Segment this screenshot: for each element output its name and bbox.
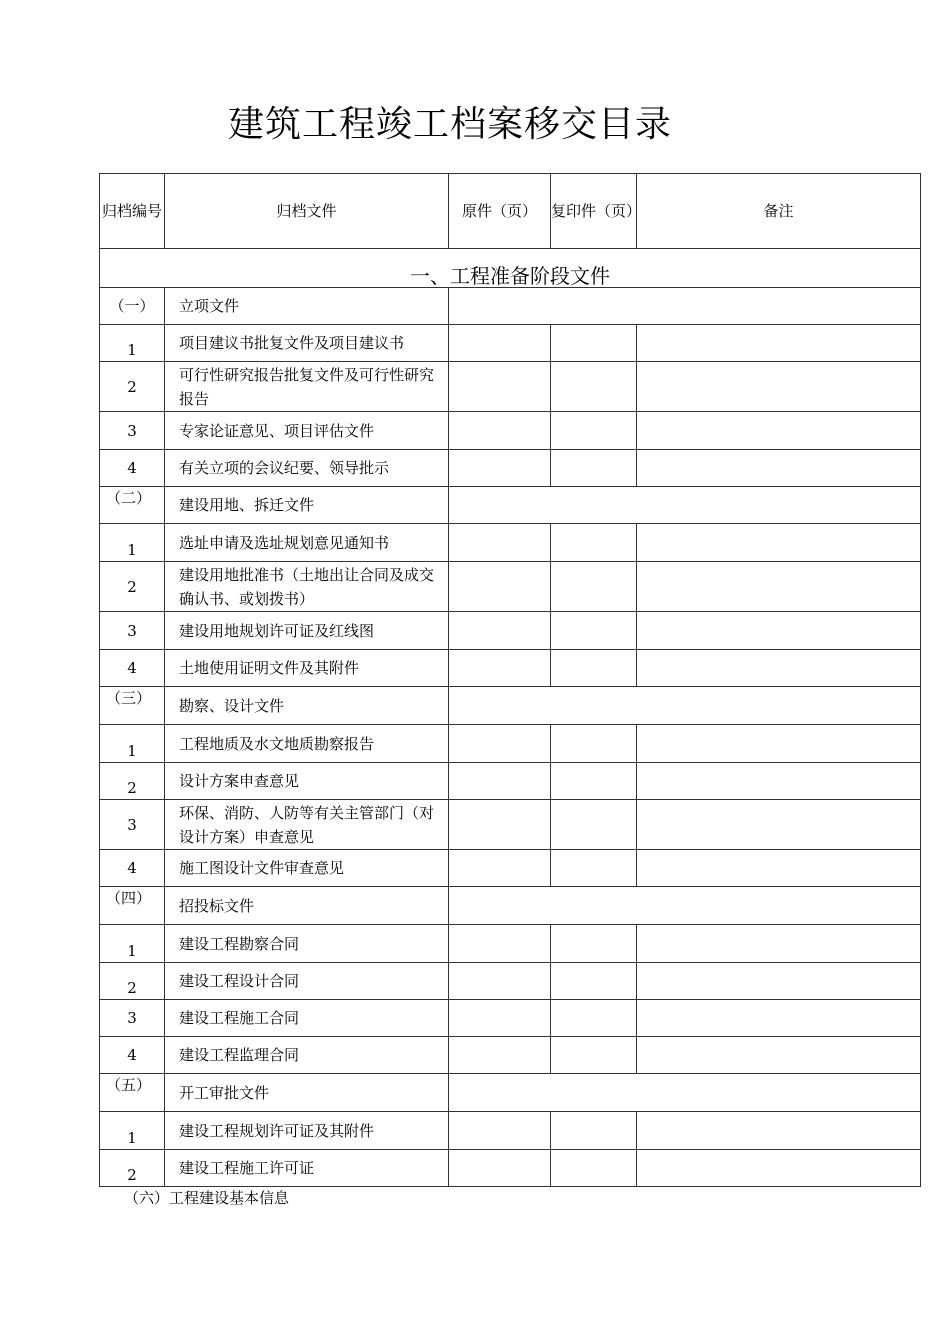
item-text: 可行性研究报告批复文件及可行性研究报告 — [165, 362, 449, 412]
copy-cell — [551, 925, 637, 963]
copy-cell — [551, 800, 637, 850]
group-number: （四） — [100, 887, 165, 925]
table-row — [100, 963, 921, 1000]
original-cell — [449, 925, 551, 963]
original-cell — [449, 362, 551, 412]
copy-cell — [551, 450, 637, 487]
item-number: 2 — [100, 963, 165, 1000]
copy-cell — [551, 1150, 637, 1187]
remark-cell — [637, 362, 921, 412]
group-row — [100, 887, 921, 925]
copy-cell — [551, 1000, 637, 1037]
remark-cell — [637, 524, 921, 562]
remark-cell — [637, 325, 921, 362]
remark-cell — [637, 1000, 921, 1037]
group-number: （五） — [100, 1074, 165, 1112]
table-row — [100, 362, 921, 412]
copy-cell — [551, 362, 637, 412]
remark-cell — [637, 925, 921, 963]
original-cell — [449, 1000, 551, 1037]
original-cell — [449, 412, 551, 450]
original-cell — [449, 325, 551, 362]
original-cell — [449, 1150, 551, 1187]
table-row — [100, 1112, 921, 1150]
group-blank-cell — [449, 687, 921, 725]
item-text: 选址申请及选址规划意见通知书 — [165, 524, 449, 562]
footer-note: （六）工程建设基本信息 — [124, 1189, 290, 1207]
item-text: 专家论证意见、项目评估文件 — [165, 412, 449, 450]
group-label: 开工审批文件 — [165, 1074, 449, 1112]
item-text: 有关立项的会议纪要、领导批示 — [165, 450, 449, 487]
original-cell — [449, 450, 551, 487]
item-text: 建设工程设计合同 — [165, 963, 449, 1000]
group-label: 建设用地、拆迁文件 — [165, 487, 449, 524]
group-row — [100, 1074, 921, 1112]
table-row — [100, 925, 921, 963]
table-row — [100, 325, 921, 362]
group-label: 勘察、设计文件 — [165, 687, 449, 725]
original-cell — [449, 763, 551, 800]
group-number: （二） — [100, 487, 165, 524]
item-text: 土地使用证明文件及其附件 — [165, 650, 449, 687]
copy-cell — [551, 963, 637, 1000]
table-row — [100, 725, 921, 763]
copy-cell — [551, 850, 637, 887]
item-number: 4 — [100, 1037, 165, 1074]
remark-cell — [637, 612, 921, 650]
item-number: 3 — [100, 1000, 165, 1037]
header-copy: 复印件（页） — [551, 174, 637, 249]
table-row — [100, 1037, 921, 1074]
remark-cell — [637, 450, 921, 487]
remark-cell — [637, 763, 921, 800]
item-number: 2 — [100, 562, 165, 612]
item-text: 建设工程监理合同 — [165, 1037, 449, 1074]
item-text: 建设工程施工合同 — [165, 1000, 449, 1037]
item-number: 2 — [100, 362, 165, 412]
header-original: 原件（页） — [449, 174, 551, 249]
copy-cell — [551, 1112, 637, 1150]
table-row — [100, 763, 921, 800]
item-number: 4 — [100, 850, 165, 887]
original-cell — [449, 850, 551, 887]
table-row — [100, 800, 921, 850]
remark-cell — [637, 1150, 921, 1187]
group-number: （三） — [100, 687, 165, 725]
original-cell — [449, 524, 551, 562]
group-blank-cell — [449, 288, 921, 325]
original-cell — [449, 963, 551, 1000]
item-number: 3 — [100, 412, 165, 450]
document-title: 建筑工程竣工档案移交目录 — [227, 104, 672, 145]
item-number: 2 — [100, 763, 165, 800]
table-row — [100, 650, 921, 687]
copy-cell — [551, 1037, 637, 1074]
original-cell — [449, 1112, 551, 1150]
table-row — [100, 524, 921, 562]
original-cell — [449, 650, 551, 687]
remark-cell — [637, 1037, 921, 1074]
remark-cell — [637, 963, 921, 1000]
item-number: 3 — [100, 612, 165, 650]
header-code: 归档编号 — [100, 174, 165, 249]
item-number: 4 — [100, 450, 165, 487]
item-text: 建设工程施工许可证 — [165, 1150, 449, 1187]
item-number: 4 — [100, 650, 165, 687]
remark-cell — [637, 562, 921, 612]
group-row — [100, 288, 921, 325]
remark-cell — [637, 650, 921, 687]
table-row — [100, 1000, 921, 1037]
header-file: 归档文件 — [165, 174, 449, 249]
group-blank-cell — [449, 887, 921, 925]
original-cell — [449, 1037, 551, 1074]
table-header-row — [100, 174, 921, 249]
copy-cell — [551, 612, 637, 650]
original-cell — [449, 562, 551, 612]
group-blank-cell — [449, 1074, 921, 1112]
original-cell — [449, 725, 551, 763]
item-text: 环保、消防、人防等有关主管部门（对设计方案）申查意见 — [165, 800, 449, 850]
table-row — [100, 850, 921, 887]
item-number: 1 — [100, 524, 165, 562]
group-number: （一） — [100, 288, 165, 325]
item-text: 项目建议书批复文件及项目建议书 — [165, 325, 449, 362]
table-row — [100, 450, 921, 487]
remark-cell — [637, 725, 921, 763]
item-text: 设计方案申查意见 — [165, 763, 449, 800]
group-blank-cell — [449, 487, 921, 524]
copy-cell — [551, 412, 637, 450]
original-cell — [449, 800, 551, 850]
header-remark: 备注 — [637, 174, 921, 249]
item-number: 1 — [100, 725, 165, 763]
remark-cell — [637, 412, 921, 450]
section-title: 一、工程准备阶段文件 — [100, 249, 921, 288]
remark-cell — [637, 850, 921, 887]
item-text: 工程地质及水文地质勘察报告 — [165, 725, 449, 763]
remark-cell — [637, 800, 921, 850]
copy-cell — [551, 524, 637, 562]
group-label: 招投标文件 — [165, 887, 449, 925]
original-cell — [449, 612, 551, 650]
table-row — [100, 612, 921, 650]
copy-cell — [551, 763, 637, 800]
item-number: 1 — [100, 1112, 165, 1150]
item-number: 1 — [100, 925, 165, 963]
group-label: 立项文件 — [165, 288, 449, 325]
item-text: 建设工程规划许可证及其附件 — [165, 1112, 449, 1150]
table-row — [100, 412, 921, 450]
item-text: 施工图设计文件审查意见 — [165, 850, 449, 887]
item-text: 建设工程勘察合同 — [165, 925, 449, 963]
item-number: 2 — [100, 1150, 165, 1187]
copy-cell — [551, 562, 637, 612]
group-row — [100, 687, 921, 725]
archive-table — [99, 173, 921, 1187]
copy-cell — [551, 325, 637, 362]
copy-cell — [551, 725, 637, 763]
item-number: 3 — [100, 800, 165, 850]
section-row — [100, 249, 921, 288]
copy-cell — [551, 650, 637, 687]
item-number: 1 — [100, 325, 165, 362]
remark-cell — [637, 1112, 921, 1150]
table-row — [100, 1150, 921, 1187]
item-text: 建设用地规划许可证及红线图 — [165, 612, 449, 650]
group-row — [100, 487, 921, 524]
table-row — [100, 562, 921, 612]
item-text: 建设用地批准书（土地出让合同及成交确认书、或划拨书） — [165, 562, 449, 612]
